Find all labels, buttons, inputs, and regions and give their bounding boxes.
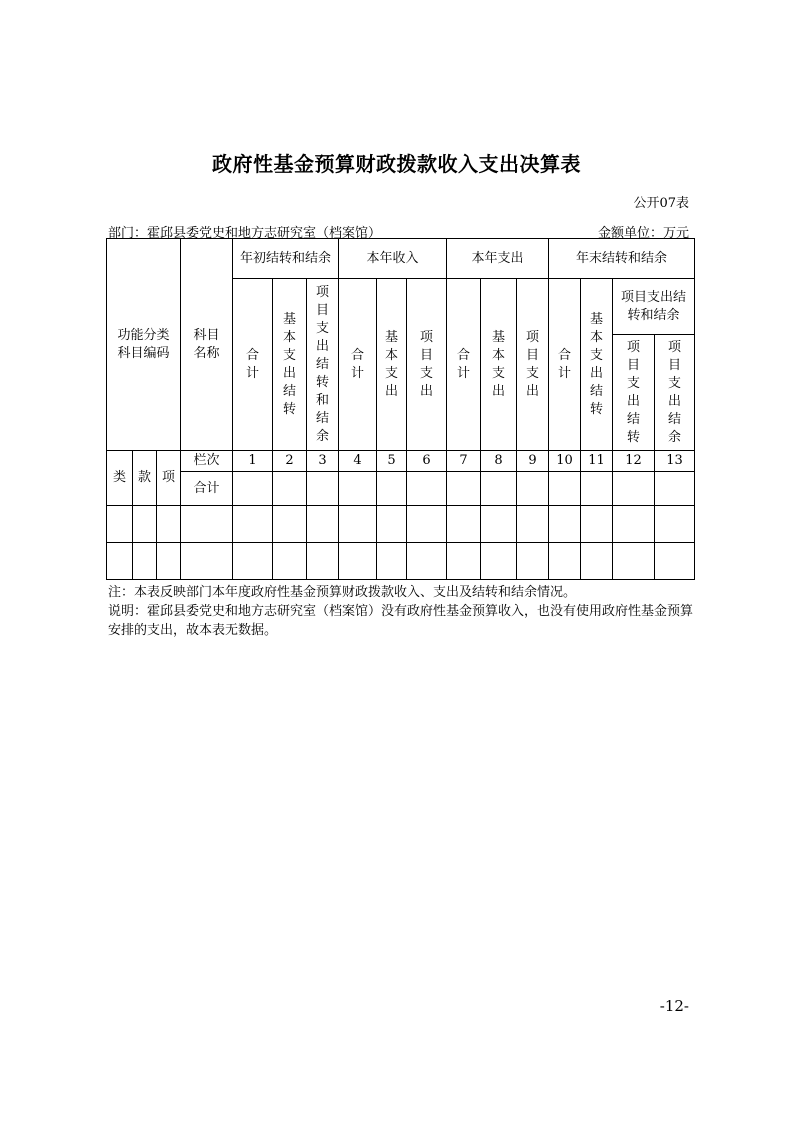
- func-code-header: 功能分类科目编码: [107, 239, 181, 451]
- col-end-project-surplus: 项目支出结余: [655, 335, 695, 451]
- col-end-project-carry-surplus: 项目支出结转和结余: [613, 279, 695, 335]
- col-begin-project-carry-surplus: 项目支出结转和结余: [307, 279, 339, 451]
- table-cell: [339, 472, 377, 506]
- unit-label: 金额单位：万元: [597, 226, 689, 241]
- col-begin-total: 合计: [233, 279, 273, 451]
- col-expense-project: 项目支出: [517, 279, 549, 451]
- table-row: [107, 506, 695, 543]
- table-cell: [655, 472, 695, 506]
- table-cell: [613, 472, 655, 506]
- group-expense-header: 本年支出: [447, 239, 549, 279]
- row-heji: 合计: [181, 472, 233, 506]
- col-number: 10: [549, 451, 581, 472]
- table-row: [107, 543, 695, 580]
- group-end-header: 年末结转和结余: [549, 239, 695, 279]
- row-lanci: 栏次: [181, 451, 233, 472]
- group-income-header: 本年收入: [339, 239, 447, 279]
- table-cell: [447, 472, 481, 506]
- col-end-project-carry: 项目支出结转: [613, 335, 655, 451]
- col-number: 12: [613, 451, 655, 472]
- table-cell: [407, 472, 447, 506]
- page-title: 政府性基金预算财政拨款收入支出决算表: [212, 152, 581, 176]
- table-cell: [377, 472, 407, 506]
- row-xiang: 项: [157, 451, 181, 506]
- table-cell: [581, 472, 613, 506]
- table-code: 公开07表: [633, 196, 689, 211]
- explanation-text: 说明：霍邱县委党史和地方志研究室（档案馆）没有政府性基金预算收入，也没有使用政府性基金预算安排的支出，故本表无数据。: [108, 604, 694, 638]
- table-cell: [273, 472, 307, 506]
- col-number: 1: [233, 451, 273, 472]
- table-cell: [233, 472, 273, 506]
- page-number: -12-: [659, 997, 689, 1015]
- department-label: 部门：霍邱县委党史和地方志研究室（档案馆）: [108, 226, 382, 241]
- col-number: 2: [273, 451, 307, 472]
- col-expense-total: 合计: [447, 279, 481, 451]
- col-number: 7: [447, 451, 481, 472]
- table-cell: [549, 472, 581, 506]
- col-number: 3: [307, 451, 339, 472]
- col-number: 6: [407, 451, 447, 472]
- budget-table: [106, 238, 695, 580]
- table-cell: [307, 472, 339, 506]
- col-end-basic-carry: 基本支出结转: [581, 279, 613, 451]
- col-income-total: 合计: [339, 279, 377, 451]
- col-number: 8: [481, 451, 517, 472]
- row-lei: 类: [107, 451, 133, 506]
- subject-name-header: 科目名称: [181, 239, 233, 451]
- row-kuan: 款: [133, 451, 157, 506]
- notes: [108, 583, 698, 640]
- col-end-total: 合计: [549, 279, 581, 451]
- note-text: 注：本表反映部门本年度政府性基金预算财政拨款收入、支出及结转和结余情况。: [108, 585, 577, 600]
- col-number: 13: [655, 451, 695, 472]
- table-cell: [481, 472, 517, 506]
- col-number: 11: [581, 451, 613, 472]
- col-begin-basic-carry: 基本支出结转: [273, 279, 307, 451]
- col-expense-basic: 基本支出: [481, 279, 517, 451]
- col-income-project: 项目支出: [407, 279, 447, 451]
- table-cell: [517, 472, 549, 506]
- col-number: 4: [339, 451, 377, 472]
- col-number: 9: [517, 451, 549, 472]
- col-number: 5: [377, 451, 407, 472]
- col-income-basic: 基本支出: [377, 279, 407, 451]
- group-begin-header: 年初结转和结余: [233, 239, 339, 279]
